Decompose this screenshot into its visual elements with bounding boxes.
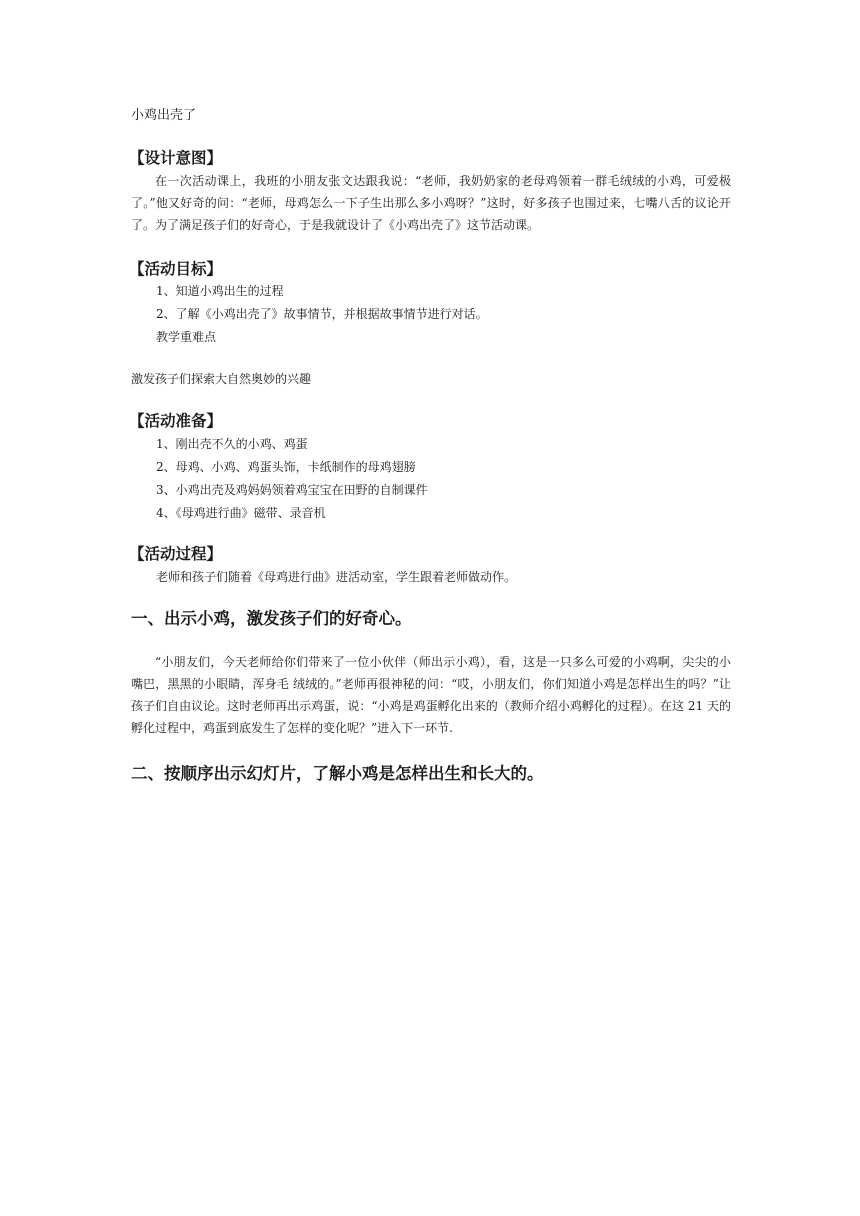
goal-item: 2、了解《小鸡出壳了》故事情节，并根据故事情节进行对话。 [156,307,488,321]
preparation-item: 1、刚出壳不久的小鸡、鸡蛋 [156,437,308,451]
section-heading-design-intent: 【设计意图】 [129,149,223,167]
section-heading-goals: 【活动目标】 [129,260,223,278]
key-point-text: 激发孩子们探索大自然奥妙的兴趣 [131,372,312,386]
goal-item: 1、知道小鸡出生的过程 [156,284,284,298]
step-one-paragraph: “小朋友们，今天老师给你们带来了一位小伙伴（师出示小鸡），看，这是一只多么可爱的小鸡啊，尖尖的小嘴巴，黑黑的小眼睛，浑身毛 绒绒的。”老师再很神秘的问：“哎，小朋友们，你们知道小鸡是怎样出生的吗？”让孩子们自由议论。这时老师再出示鸡蛋，说：“小鸡是鸡蛋孵化出来的（教师介绍小鸡孵化的过程）。在这 21 天的孵化过程中，鸡蛋到底发生了怎样的变化呢？”进入下一环节. [131,655,731,735]
preparation-item: 4、《母鸡进行曲》磁带、录音机 [156,506,326,520]
step-one-heading: 一、出示小鸡，激发孩子们的好奇心。 [131,609,412,628]
preparation-item: 3、小鸡出壳及鸡妈妈领着鸡宝宝在田野的自制课件 [156,483,428,497]
goal-item-key-difficulty-label: 教学重难点 [156,330,217,344]
design-intent-paragraph: 在一次活动课上，我班的小朋友张文达跟我说：“老师，我奶奶家的老母鸡领着一群毛绒绒的小鸡，可爱极了。”他又好奇的问：“老师，母鸡怎么一下子生出那么多小鸡呀？”这时，好多孩子也围过来，七嘴八舌的议论开了。为了满足孩子们的好奇心，于是我就设计了《小鸡出壳了》这节活动课。 [131,174,731,232]
process-intro: 老师和孩子们随着《母鸡进行曲》进活动室，学生跟着老师做动作。 [156,570,517,584]
section-heading-process: 【活动过程】 [129,545,223,563]
document-title: 小鸡出壳了 [131,108,197,123]
step-two-heading: 二、按顺序出示幻灯片，了解小鸡是怎样出生和长大的。 [131,764,544,783]
section-heading-preparation: 【活动准备】 [129,412,223,430]
preparation-item: 2、母鸡、小鸡、鸡蛋头饰，卡纸制作的母鸡翅膀 [156,460,416,474]
